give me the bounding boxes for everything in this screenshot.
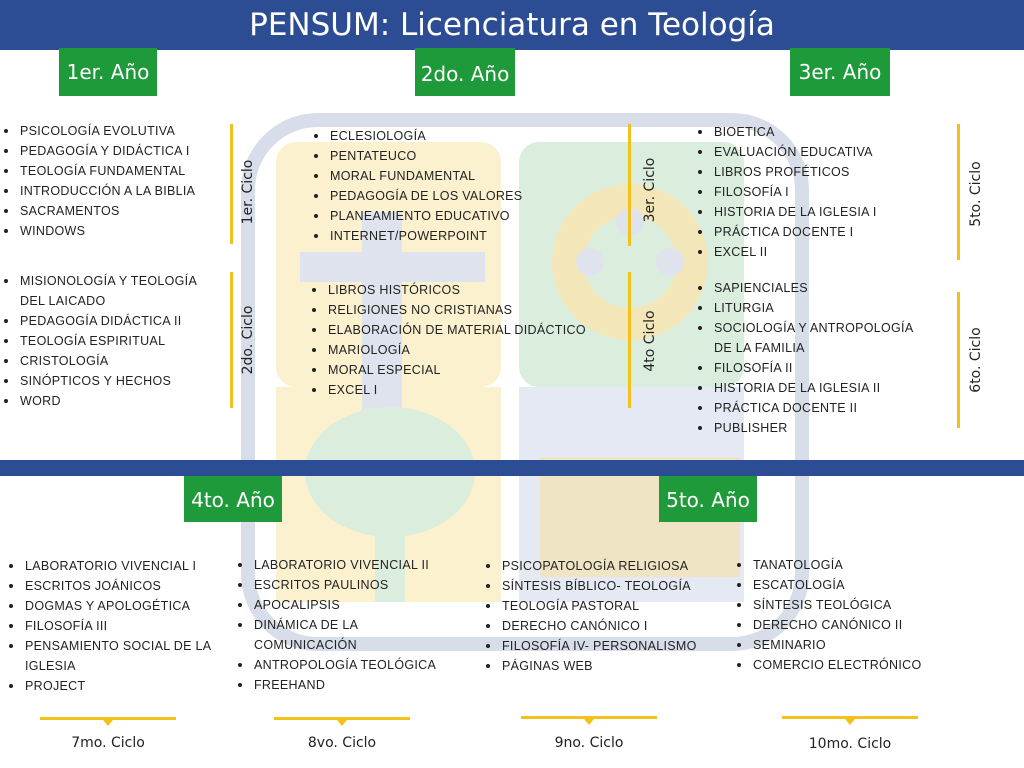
cycle-7-bar	[40, 717, 176, 720]
cycle-7-arrow	[103, 720, 113, 726]
course-item: SINÓPTICOS Y HECHOS	[0, 371, 197, 391]
course-item: EVALUACIÓN EDUCATIVA	[694, 142, 877, 162]
course-item: DEL LAICADO	[20, 294, 106, 308]
course-item: DERECHO CANÓNICO II	[733, 615, 922, 635]
course-item: IGLESIA	[25, 659, 76, 673]
course-item: DERECHO CANÓNICO I	[482, 616, 697, 636]
course-list-cycle-8	[234, 555, 436, 695]
cycle-5-label: 5to. Ciclo	[968, 161, 984, 227]
divider-bar	[0, 460, 1024, 476]
course-item: PSICOPATOLOGÍA RELIGIOSA	[482, 556, 697, 576]
course-item: TEOLOGÍA ESPIRITUAL	[0, 331, 197, 351]
course-item: WORD	[0, 391, 197, 411]
cycle-5-bar	[957, 124, 960, 260]
cycle-7-label: 7mo. Ciclo	[71, 735, 145, 751]
course-item: LIBROS PROFÉTICOS	[694, 162, 877, 182]
course-item: WINDOWS	[0, 221, 195, 241]
course-item: ESCATOLOGÍA	[733, 575, 922, 595]
course-item: DINÁMICA DE LA	[234, 615, 436, 635]
course-item: SAPIENCIALES	[694, 278, 913, 298]
course-item: SOCIOLOGÍA Y ANTROPOLOGÍA	[694, 318, 913, 338]
page-title: PENSUM: Licenciatura en Teología	[249, 7, 775, 43]
course-item: ECLESIOLOGÍA	[310, 126, 522, 146]
year-box-5: 5to. Año	[659, 476, 757, 522]
course-item: FILOSOFÍA IV- PERSONALISMO	[482, 636, 697, 656]
course-item: PSICOLOGÍA EVOLUTIVA	[0, 121, 195, 141]
course-item: COMERCIO ELECTRÓNICO	[733, 655, 922, 675]
course-item: MORAL FUNDAMENTAL	[310, 166, 522, 186]
cycle-2-label: 2do. Ciclo	[240, 305, 256, 375]
course-list-cycle-4	[308, 280, 586, 400]
course-item: ANTROPOLOGÍA TEOLÓGICA	[234, 655, 436, 675]
year-box-1: 1er. Año	[59, 48, 157, 96]
cycle-3-label: 3er. Ciclo	[642, 157, 658, 223]
course-item: FILOSOFÍA I	[694, 182, 877, 202]
course-item: PRÁCTICA DOCENTE II	[694, 398, 913, 418]
cycle-9-bar	[521, 716, 657, 719]
cycle-8-bar	[274, 717, 410, 720]
course-item: FREEHAND	[234, 675, 436, 695]
course-item: FILOSOFÍA II	[694, 358, 913, 378]
course-item: EXCEL II	[694, 242, 877, 262]
course-item: BIOETICA	[694, 122, 877, 142]
cycle-9-arrow	[584, 719, 594, 725]
course-item: APOCALIPSIS	[234, 595, 436, 615]
course-item: PENSAMIENTO SOCIAL DE LA	[5, 636, 211, 656]
course-item: PEDAGOGÍA DIDÁCTICA II	[0, 311, 197, 331]
course-item: PLANEAMIENTO EDUCATIVO	[310, 206, 522, 226]
cycle-8-label: 8vo. Ciclo	[307, 735, 377, 751]
course-item: DE LA FAMILIA	[714, 341, 805, 355]
course-item: LABORATORIO VIVENCIAL II	[234, 555, 436, 575]
cycle-2-bar	[230, 272, 233, 408]
course-item: SÍNTESIS TEOLÓGICA	[733, 595, 922, 615]
course-item: MORAL ESPECIAL	[308, 360, 586, 380]
course-item: TANATOLOGÍA	[733, 555, 922, 575]
course-item: COMUNICACIÓN	[254, 638, 357, 652]
course-list-cycle-2	[0, 271, 197, 411]
course-item: ESCRITOS JOÁNICOS	[5, 576, 211, 596]
course-item: PEDAGOGÍA Y DIDÁCTICA I	[0, 141, 195, 161]
course-item: LITURGIA	[694, 298, 913, 318]
year-box-2: 2do. Año	[415, 48, 515, 96]
course-item: SÍNTESIS BÍBLICO- TEOLOGÍA	[482, 576, 697, 596]
course-item: PRÁCTICA DOCENTE I	[694, 222, 877, 242]
cycle-3-bar	[628, 124, 631, 246]
course-item: PÁGINAS WEB	[482, 656, 697, 676]
cycle-10-arrow	[845, 719, 855, 725]
course-list-cycle-3	[310, 126, 522, 246]
cycle-4-label: 4to Ciclo	[642, 310, 658, 372]
cycle-10-label: 10mo. Ciclo	[808, 736, 892, 752]
course-item: MARIOLOGÍA	[308, 340, 586, 360]
course-item: PROJECT	[5, 676, 211, 696]
course-item: RELIGIONES NO CRISTIANAS	[308, 300, 586, 320]
course-item: DOGMAS Y APOLOGÉTICA	[5, 596, 211, 616]
course-list-cycle-6	[694, 278, 913, 438]
course-item: CRISTOLOGÍA	[0, 351, 197, 371]
cycle-8-arrow	[337, 720, 347, 726]
course-item: EXCEL I	[308, 380, 586, 400]
course-item: SEMINARIO	[733, 635, 922, 655]
course-item: SACRAMENTOS	[0, 201, 195, 221]
course-item: HISTORIA DE LA IGLESIA I	[694, 202, 877, 222]
cycle-1-bar	[230, 124, 233, 244]
course-item: ESCRITOS PAULINOS	[234, 575, 436, 595]
course-list-cycle-7	[5, 556, 211, 696]
course-item: FILOSOFÍA III	[5, 616, 211, 636]
course-list-cycle-9	[482, 556, 697, 676]
course-item: TEOLOGÍA PASTORAL	[482, 596, 697, 616]
cycle-1-label: 1er. Ciclo	[240, 159, 256, 225]
cycle-9-label: 9no. Ciclo	[554, 735, 624, 751]
course-item: PUBLISHER	[694, 418, 913, 438]
course-item: LABORATORIO VIVENCIAL I	[5, 556, 211, 576]
course-list-cycle-10	[733, 555, 922, 675]
course-item: INTRODUCCIÓN A LA BIBLIA	[0, 181, 195, 201]
course-item: PENTATEUCO	[310, 146, 522, 166]
course-list-cycle-5	[694, 122, 877, 262]
cycle-6-label: 6to. Ciclo	[968, 327, 984, 393]
course-list-cycle-1	[0, 121, 195, 241]
course-item: INTERNET/POWERPOINT	[310, 226, 522, 246]
course-item: MISIONOLOGÍA Y TEOLOGÍA	[0, 271, 197, 291]
cycle-4-bar	[628, 272, 631, 408]
cycle-10-bar	[782, 716, 918, 719]
cycle-6-bar	[957, 292, 960, 428]
course-item: TEOLOGÍA FUNDAMENTAL	[0, 161, 195, 181]
year-box-4: 4to. Año	[184, 476, 282, 522]
course-item: HISTORIA DE LA IGLESIA II	[694, 378, 913, 398]
year-box-3: 3er. Año	[790, 48, 890, 96]
course-item: PEDAGOGÍA DE LOS VALORES	[310, 186, 522, 206]
course-item: LIBROS HISTÓRICOS	[308, 280, 586, 300]
course-item: ELABORACIÓN DE MATERIAL DIDÁCTICO	[308, 320, 586, 340]
